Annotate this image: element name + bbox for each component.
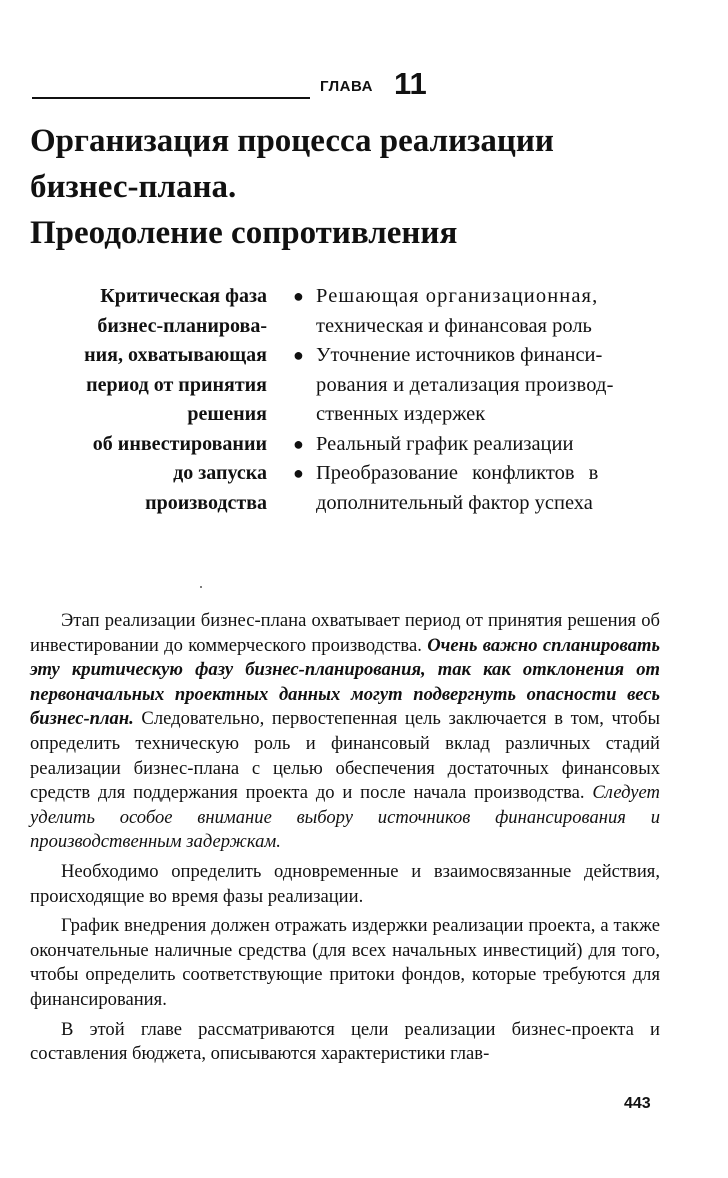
page-number: 443 [624, 1095, 651, 1112]
bullet-line: Преобразование конфликтов в [316, 462, 599, 484]
chapter-number: 11 [394, 66, 427, 101]
paragraph [30, 609, 660, 855]
bullet-line: ственных издержек [316, 403, 486, 425]
bullet-line: рования и детализация производ- [316, 373, 614, 396]
chapter-title-line: бизнес-плана. [30, 169, 237, 205]
paragraph-text: Следовательно, первостепенная цель заключается в том, чтобы определить техническую роль и финансовый вклад различных стадий реализации бизнес-плана с целью обеспечения достаточных финансовых средств для поддержания проекта до и после начала производства. [30, 708, 660, 804]
bullet-icon: ● [293, 286, 304, 306]
bullet-icon: ● [293, 463, 304, 483]
epigraph-heading-line: период от принятия [86, 373, 267, 396]
epigraph-bullet-list [292, 282, 664, 518]
epigraph-heading [30, 282, 267, 518]
paragraph: График внедрения должен отражать издержки реализации проекта, а также окончательные наличные средства (для всех начальных инвестиций) для того, чтобы определить соответствующие притоки фондов, которые требуются для финансирования. [30, 915, 660, 1010]
bullet-icon: ● [293, 345, 304, 365]
bullet-item [292, 282, 664, 341]
epigraph-heading-line: Критическая фаза [100, 285, 267, 307]
epigraph-heading-line: решения [187, 403, 267, 425]
bullet-line: Реальный график реализации [316, 432, 574, 455]
chapter-label: ГЛАВА [320, 78, 373, 95]
paragraph: В этой главе рассматриваются цели реализации бизнес-проекта и составления бюджета, описываются характеристики глав- [30, 1018, 660, 1065]
print-speck [200, 586, 202, 588]
chapter-header [32, 66, 427, 106]
paragraph: Необходимо определить одновременные и взаимосвязанные действия, происходящие во время фазы реализации. [30, 860, 660, 907]
body-text [30, 609, 660, 1072]
epigraph-heading-line: производства [145, 491, 267, 514]
epigraph-heading-line: бизнес-планирова- [97, 314, 267, 337]
bullet-icon: ● [293, 433, 304, 454]
epigraph-heading-line: ния, охватывающая [84, 344, 267, 366]
chapter-title-line: Преодоление сопротивления [30, 215, 458, 251]
chapter-title-line: Организация процесса реализации [30, 123, 554, 159]
bullet-item [292, 459, 664, 518]
paragraph-text: Этап реализации бизнес-плана охватывает период от принятия решения об инвестировании до коммерческого производства. [30, 610, 660, 656]
bullet-item [292, 341, 664, 430]
emphasis-text: Следует уделить особое внимание выбору источников финансирования и производственным задержкам. [30, 782, 660, 853]
bullet-item [292, 430, 664, 460]
bullet-line: дополнительный фактор успеха [316, 491, 593, 514]
bullet-line: Уточнение источников финанси- [316, 344, 603, 366]
chapter-title [30, 118, 690, 256]
bullet-line: Решающая организационная, [316, 285, 599, 307]
chapter-rule [32, 97, 310, 99]
epigraph-heading-line: до запуска [173, 462, 267, 484]
epigraph-heading-line: об инвестировании [92, 432, 267, 455]
emphasis-text: Очень важно спланировать эту критическую фазу бизнес-планирования, так как отклонения от первоначальных проектных данных могут подвергнуть опасности весь бизнес-план. [30, 634, 660, 730]
bullet-line: техническая и финансовая роль [316, 314, 592, 337]
